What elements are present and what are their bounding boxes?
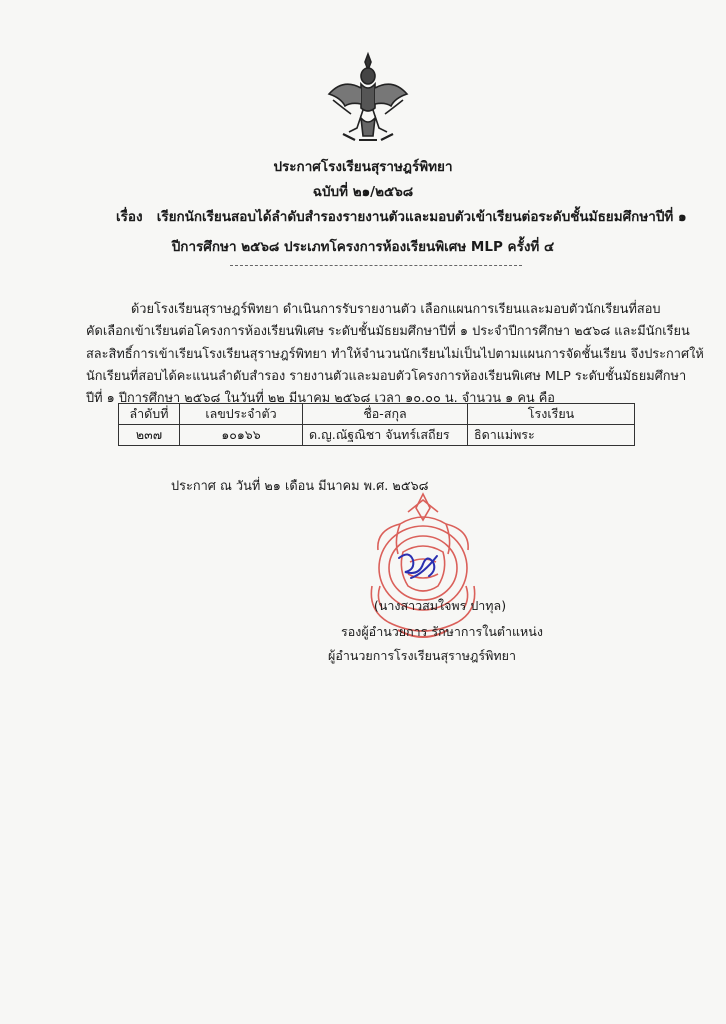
announcement-number: ฉบับที่ ๒๑/๒๕๖๘ <box>312 184 414 200</box>
body-paragraph-line: สละสิทธิ์การเข้าเรียนโรงเรียนสุราษฎร์พิทยา ทำให้จำนวนนักเรียนไม่เป็นไปตามแผนการจัดชั้นเรียน จึงประกาศให้ <box>86 347 704 362</box>
body-paragraph-line: นักเรียนที่สอบได้คะแนนลำดับสำรอง รายงานตัวและมอบตัวโครงการห้องเรียนพิเศษ MLP ระดับชั้นมัธยมศึกษา <box>86 369 687 384</box>
cell-name: ด.ญ.ณัฐณิชา จันทร์เสถียร <box>303 425 468 446</box>
subject-text-2: ปีการศึกษา ๒๕๖๘ ประเภทโครงการห้องเรียนพิเศษ MLP ครั้งที่ ๔ <box>171 239 555 255</box>
signature-icon <box>393 548 443 584</box>
garuda-emblem-icon <box>323 48 413 148</box>
header-order: ลำดับที่ <box>119 404 180 425</box>
cell-order: ๒๓๗ <box>119 425 180 446</box>
announcement-title: ประกาศโรงเรียนสุราษฎร์พิทยา <box>273 159 453 175</box>
cell-id: ๑๐๑๖๖ <box>180 425 303 446</box>
signatory-position: ผู้อำนวยการโรงเรียนสุราษฎร์พิทยา <box>328 648 516 663</box>
header-name: ชื่อ-สกุล <box>303 404 468 425</box>
student-table <box>118 403 635 446</box>
body-paragraph-line: คัดเลือกเข้าเรียนต่อโครงการห้องเรียนพิเศษ ระดับชั้นมัธยมศึกษาปีที่ ๑ ประจำปีการศึกษา ๒๕๖๘ และมีนักเรียน <box>86 324 690 339</box>
table-row <box>119 425 635 446</box>
subject-text-1: เรียกนักเรียนสอบได้ลำดับสำรองรายงานตัวและมอบตัวเข้าเรียนต่อระดับชั้นมัธยมศึกษาปีที่ ๑ <box>156 209 687 225</box>
header-id: เลขประจำตัว <box>180 404 303 425</box>
body-paragraph-line: ด้วยโรงเรียนสุราษฎร์พิทยา ดำเนินการรับรายงานตัว เลือกแผนการเรียนและมอบตัวนักเรียนที่สอบ <box>131 302 661 317</box>
subject-label: เรื่อง <box>116 209 143 225</box>
announce-date: ประกาศ ณ วันที่ ๒๑ เดือน มีนาคม พ.ศ. ๒๕๖๘ <box>171 479 429 494</box>
table-header-row <box>119 404 635 425</box>
divider <box>230 265 522 266</box>
signatory-role: รองผู้อำนวยการ รักษาการในตำแหน่ง <box>341 624 543 639</box>
header-school: โรงเรียน <box>468 404 635 425</box>
subject-line <box>116 205 687 227</box>
signatory-name: (นางสาวสมใจพร ปาทุล) <box>373 598 507 613</box>
cell-school: ธิดาแม่พระ <box>468 425 635 446</box>
body-paragraph-line: ปีที่ ๑ ปีการศึกษา ๒๕๖๘ ในวันที่ ๒๒ มีนาคม ๒๕๖๘ เวลา ๑๐.๐๐ น. จำนวน ๑ คน คือ <box>86 391 555 406</box>
